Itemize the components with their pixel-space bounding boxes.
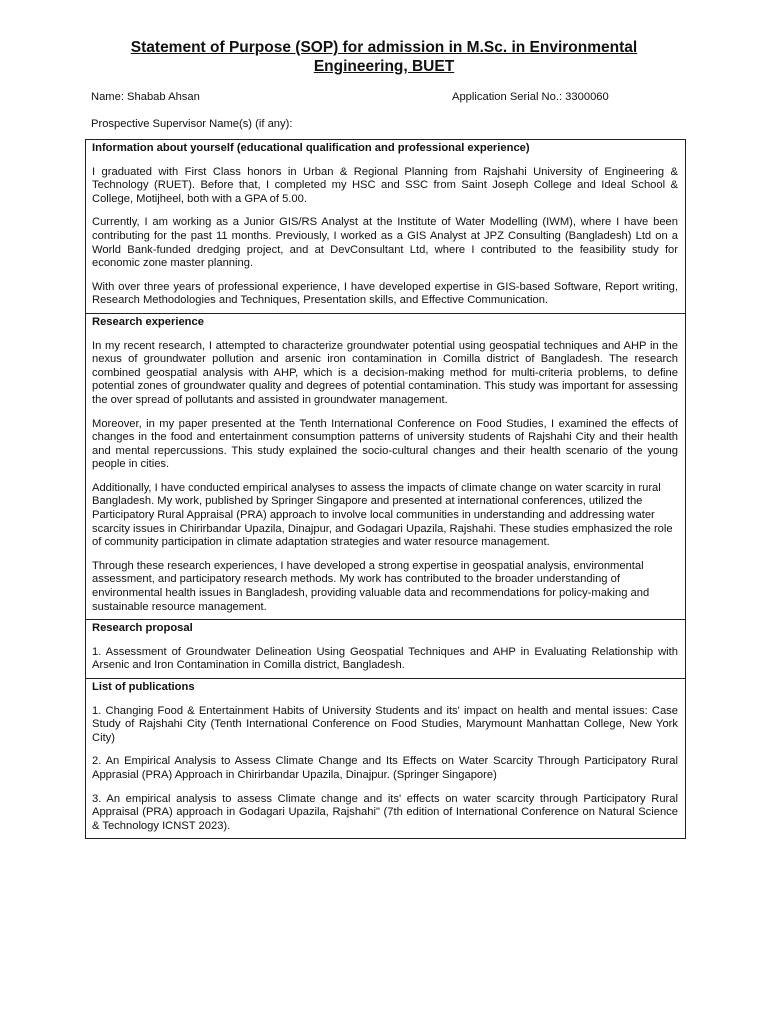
section-info <box>86 140 686 314</box>
paragraph: Additionally, I have conducted empirical analyses to assess the impacts of climate change on water scarcity in rural Bangladesh. My work, published by Springer Singapore and presented at international conferences, utilized the Participatory Rural Appraisal (PRA) approach to involve local communities in understanding and addressing water scarcity issues in Chirirbandar Upazila, Dinajpur, and Godagari Upazila, Rajshahi. These studies emphasized the role of community participation in climate adaptation strategies and water resource management. <box>92 481 673 549</box>
paragraph: In my recent research, I attempted to characterize groundwater potential using geospatial techniques and AHP in the nexus of groundwater pollution and arsenic iron contamination in Comilla district of Bangladesh. The research combined geospatial analysis with AHP, which is a decision-making method for multi-criteria problems, to define potential zones of groundwater quality and degrees of potential contamination. This study was important for assessing the over spread of pollutants and assisted in groundwater management. <box>92 339 678 406</box>
section-info-cell <box>86 140 686 314</box>
section-heading: Research proposal <box>92 622 193 635</box>
paragraph: Through these research experiences, I have developed a strong expertise in geospatial analysis, environmental assessment, and participatory research methods. My work has contributed to the broader understanding of environmental health issues in Bangladesh, providing valuable data and recommendations for policy-making and sustainable resource management. <box>92 559 650 613</box>
sop-table <box>85 139 686 839</box>
section-research-cell <box>86 313 686 619</box>
publication-item: 1. Changing Food & Entertainment Habits of University Students and its' impact on health and mental issues: Case Study of Rajshahi City (Tenth International Conference on Food Studies, Marymount Manhattan College, New York City) <box>92 704 678 744</box>
paragraph: 1. Assessment of Groundwater Delineation Using Geospatial Techniques and AHP in Evaluating Relationship with Arsenic and Iron Contamination in Comilla district, Bangladesh. <box>92 645 678 672</box>
publication-item: 3. An empirical analysis to assess Climate change and its' effects on water scarcity through Participatory Rural Appraisal (PRA) approach in Godagari Upazila, Rajshahi" (7th edition of International Conference on Natural Science & Technology ICNST 2023). <box>92 792 678 832</box>
section-heading: List of publications <box>92 681 195 693</box>
application-serial: Application Serial No.: 3300060 <box>452 91 609 103</box>
paragraph: With over three years of professional experience, I have developed expertise in GIS-based Software, Report writing, Research Methodologies and Techniques, Presentation skills, and Effective Communication. <box>92 280 678 307</box>
section-research <box>86 313 686 619</box>
prospective-supervisor: Prospective Supervisor Name(s) (if any): <box>91 118 293 130</box>
applicant-name: Name: Shabab Ahsan <box>91 91 200 103</box>
section-proposal <box>86 620 686 679</box>
document-title: Statement of Purpose (SOP) for admission in M.Sc. in Environmental Engineering, BUET <box>130 39 638 75</box>
paragraph: Moreover, in my paper presented at the Tenth International Conference on Food Studies, I examined the effects of changes in the food and entertainment consumption patterns of university students of Rajshahi City and their health and mental repercussions. This study explained the socio-cultural changes and their health scenario of the young people in cities. <box>92 417 678 471</box>
section-publications-cell <box>86 679 686 839</box>
section-publications <box>86 679 686 839</box>
section-heading: Research experience <box>92 315 204 328</box>
paragraph: I graduated with First Class honors in Urban & Regional Planning from Rajshahi University of Engineering & Technology (RUET). Before that, I completed my HSC and SSC from Saint Joseph College and Ideal School & College, Motijheel, both with a GPA of 5.00. <box>92 165 678 205</box>
paragraph: Currently, I am working as a Junior GIS/RS Analyst at the Institute of Water Modelling (IWM), where I have been contributing for the past 11 months. Previously, I worked as a GIS Analyst at JPZ Consulting (Bangladesh) Ltd on a World Bank-funded dredging project, and at DevConsultant Ltd, where I contributed to the feasibility study for economic zone master planning. <box>92 216 678 270</box>
section-heading: Information about yourself (educational qualification and professional experience) <box>92 142 530 154</box>
publication-item: 2. An Empirical Analysis to Assess Climate Change and Its Effects on Water Scarcity Through Participatory Rural Apprasial (PRA) Approach in Chirirbandar Upazila, Dinajpur. (Springer Singapore) <box>92 755 678 781</box>
section-proposal-cell <box>86 620 686 679</box>
